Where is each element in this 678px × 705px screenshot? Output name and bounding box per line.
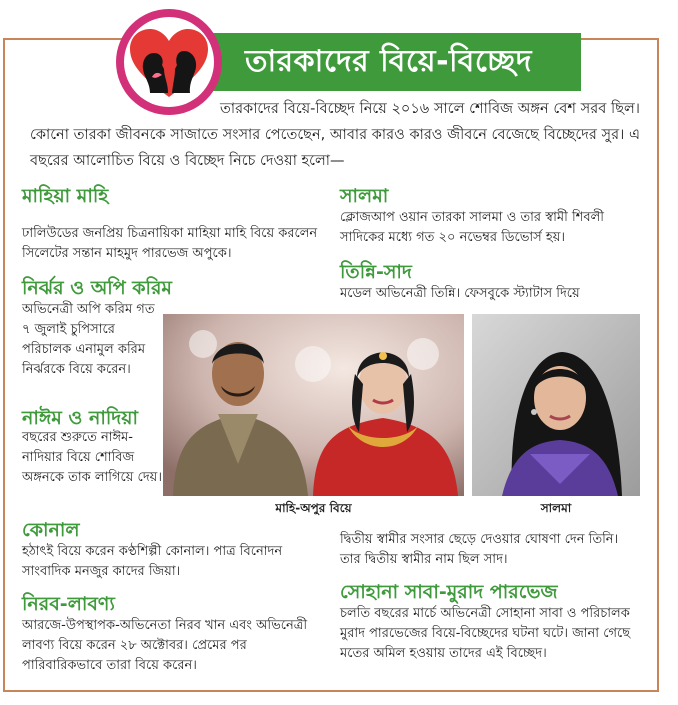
caption-salma: সালমা [540, 501, 572, 515]
text-tinni-cont: দ্বিতীয় স্বামীর সংসার ছেড়ে দেওয়ার ঘোষণা দেন তিনি। তার দ্বিতীয় স্বামীর নাম ছিল সাদ। [340, 532, 619, 567]
text-konal: হঠাৎই বিয়ে করেন কণ্ঠশিল্পী কোনাল। পাত্র বিনোদন সাংবাদিক মনজুর কাদের জিয়া। [22, 544, 283, 579]
heading-nirob: নিরব-লাবণ্য [22, 593, 115, 615]
article-banner [196, 33, 581, 91]
heading-mahiya: মাহিয়া মাহি [22, 185, 109, 207]
wedding-photo [163, 314, 464, 496]
heading-tinni: তিন্নি-সাদ [340, 261, 412, 283]
text-nirjhor: অভিনেত্রী অপি করিম গত ৭ জুলাই চুপিসারে পরিচালক এনামুল করিম নির্ঝরকে বিয়ে করেন। [22, 302, 155, 377]
intro-paragraph: তারকাদের বিয়ে-বিচ্ছেদ নিয়ে ২০১৬ সালে শোবিজ অঙ্গন বেশ সরব ছিল। কোনো তারকা জীবনকে সাজাতে সংসার পেতেছেন, আবার কারও কারও জীবনে বেজেছে বিচ্ছেদের সুর। এ বছরের আলোচিত বিয়ে ও বিচ্ছেদ নিচে দেওয়া হলো— [30, 101, 640, 169]
heading-sohana: সোহানা সাবা-মুরাদ পারভেজ [340, 581, 558, 603]
couple-hearts-icon [124, 17, 214, 107]
text-salma: ক্লোজআপ ওয়ান তারকা সালমা ও তার স্বামী শিবলী সাদিকের মধ্যে গত ২০ নভেম্বর ডিভোর্স হয়। [340, 210, 605, 245]
text-naim: বছরের শুরুতে নাঈম-নাদিয়ার বিয়ে শোবিজ অঙ্গনকে তাক লাগিয়ে দেয়। [22, 430, 162, 485]
heading-konal: কোনাল [22, 519, 80, 541]
article-title: তারকাদের বিয়ে-বিচ্ছেদ [244, 43, 533, 79]
caption-wedding: মাহি-অপুর বিয়ে [275, 501, 352, 515]
text-sohana: চলতি বছরের মার্চে অভিনেত্রী সোহানা সাবা ও পরিচালক মুরাদ পারভেজের বিয়ে-বিচ্ছেদের ঘটনা ঘটে। জানা গেছে মতের অমিল হওয়ায় তাদের এই বিচ্ছেদ। [340, 606, 631, 661]
heading-salma: সালমা [340, 185, 389, 207]
heading-nirjhor: নির্ঝর ও অপি করিম [22, 277, 172, 299]
text-nirob: আরজে-উপস্থাপক-অভিনেতা নিরব খান এবং অভিনেত্রী লাবণ্য বিয়ে করেন ২৮ অক্টোবর। প্রেমের পর পারিবারিকভাবে তারা বিয়ে করেন। [22, 618, 308, 673]
salma-photo [472, 314, 640, 496]
text-mahiya: ঢালিউডের জনপ্রিয় চিত্রনায়িকা মাহিয়া মাহি বিয়ে করলেন সিলেটের সন্তান মাহমুদ পারভেজ অপুকে। [22, 226, 318, 261]
text-tinni: মডেল অভিনেত্রী তিন্নি। ফেসবুকে স্ট্যাটাস দিয়ে [340, 286, 580, 301]
heading-naim: নাঈম ও নাদিয়া [22, 407, 138, 429]
